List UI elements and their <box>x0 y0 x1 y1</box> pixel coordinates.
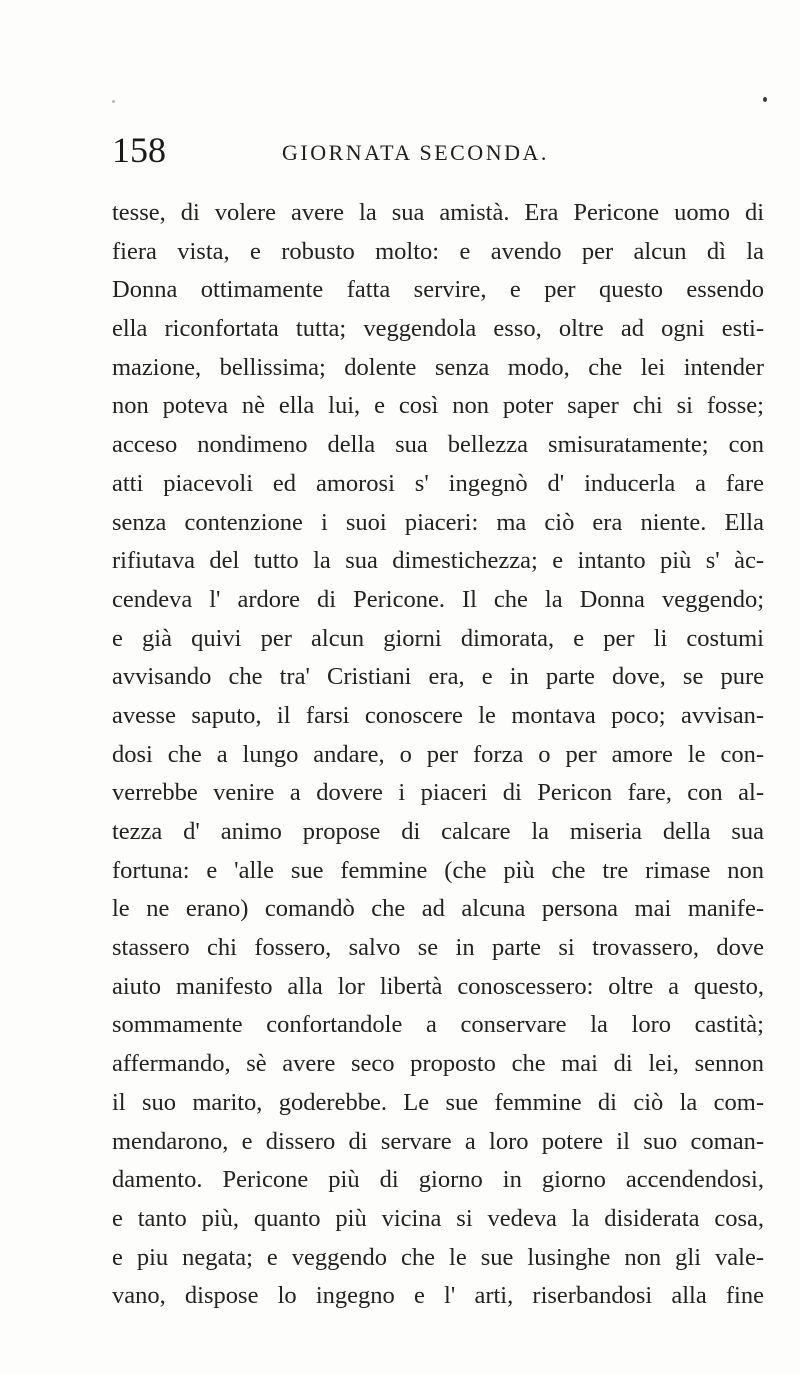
text-line: sommamente confortandole a conservare la loro castità; <box>112 1011 764 1039</box>
text-line: mazione, bellissima; dolente senza modo, che lei intender <box>112 353 764 381</box>
text-line: rifiutava del tutto la sua dimestichezza; e intanto più s' àc- <box>112 547 764 575</box>
text-line: tesse, di volere avere la sua amistà. Era Pericone uomo di <box>112 199 764 226</box>
running-head: GIORNATA SECONDA. <box>282 140 549 165</box>
text-line: ella riconfortata tutta; veggendola esso, oltre ad ogni esti- <box>112 315 764 343</box>
text-line: le ne erano) comandò che ad alcuna persona mai manife- <box>112 895 764 923</box>
text-line: atti piacevoli ed amorosi s' ingegnò d' inducerla a fare <box>112 469 764 497</box>
text-line: dosi che a lungo andare, o per forza o per amore le con- <box>112 740 764 768</box>
text-line: e già quivi per alcun giorni dimorata, e per li costumi <box>112 624 764 652</box>
text-line: verrebbe venire a dovere i piaceri di Pericon fare, con al- <box>112 779 764 807</box>
text-line: e piu negata; e veggendo che le sue lusinghe non gli vale- <box>112 1243 764 1271</box>
text-line: tezza d' animo propose di calcare la miseria della sua <box>112 818 764 845</box>
text-line: affermando, sè avere seco proposto che mai di lei, sennon <box>112 1050 764 1078</box>
body-text <box>112 194 764 1316</box>
text-line: Donna ottimamente fatta servire, e per questo essendo <box>112 276 764 304</box>
text-line: fortuna: e 'alle sue femmine (che più che tre rimase non <box>112 856 764 884</box>
text-line: aiuto manifesto alla lor libertà conoscessero: oltre a questo, <box>112 972 764 1000</box>
page-number: 158 <box>112 130 166 170</box>
ink-speck <box>112 100 115 103</box>
text-line: avesse saputo, il farsi conoscere le montava poco; avvisan- <box>112 701 764 729</box>
ink-speck <box>763 97 767 102</box>
text-line: cendeva l' ardore di Pericone. Il che la Donna veggendo; <box>112 585 764 613</box>
page-header <box>112 130 732 174</box>
text-line: mendarono, e dissero di servare a loro potere il suo coman- <box>112 1127 764 1155</box>
text-line: il suo marito, goderebbe. Le sue femmine di ciò la com- <box>112 1088 764 1116</box>
text-line: damento. Pericone più di giorno in giorno accendendosi, <box>112 1166 764 1194</box>
text-line: avvisando che tra' Cristiani era, e in parte dove, se pure <box>112 663 764 691</box>
text-line: acceso nondimeno della sua bellezza smisuratamente; con <box>112 431 764 459</box>
text-line: stassero chi fossero, salvo se in parte si trovassero, dove <box>112 934 764 962</box>
text-line: fiera vista, e robusto molto: e avendo per alcun dì la <box>112 237 764 265</box>
text-line: senza contenzione i suoi piaceri: ma ciò era niente. Ella <box>112 508 764 536</box>
text-line: e tanto più, quanto più vicina si vedeva la disiderata cosa, <box>112 1204 764 1232</box>
text-line: vano, dispose lo ingegno e l' arti, riserbandosi alla fine <box>112 1282 764 1310</box>
text-line: non poteva nè ella lui, e così non poter saper chi si fosse; <box>112 392 764 420</box>
